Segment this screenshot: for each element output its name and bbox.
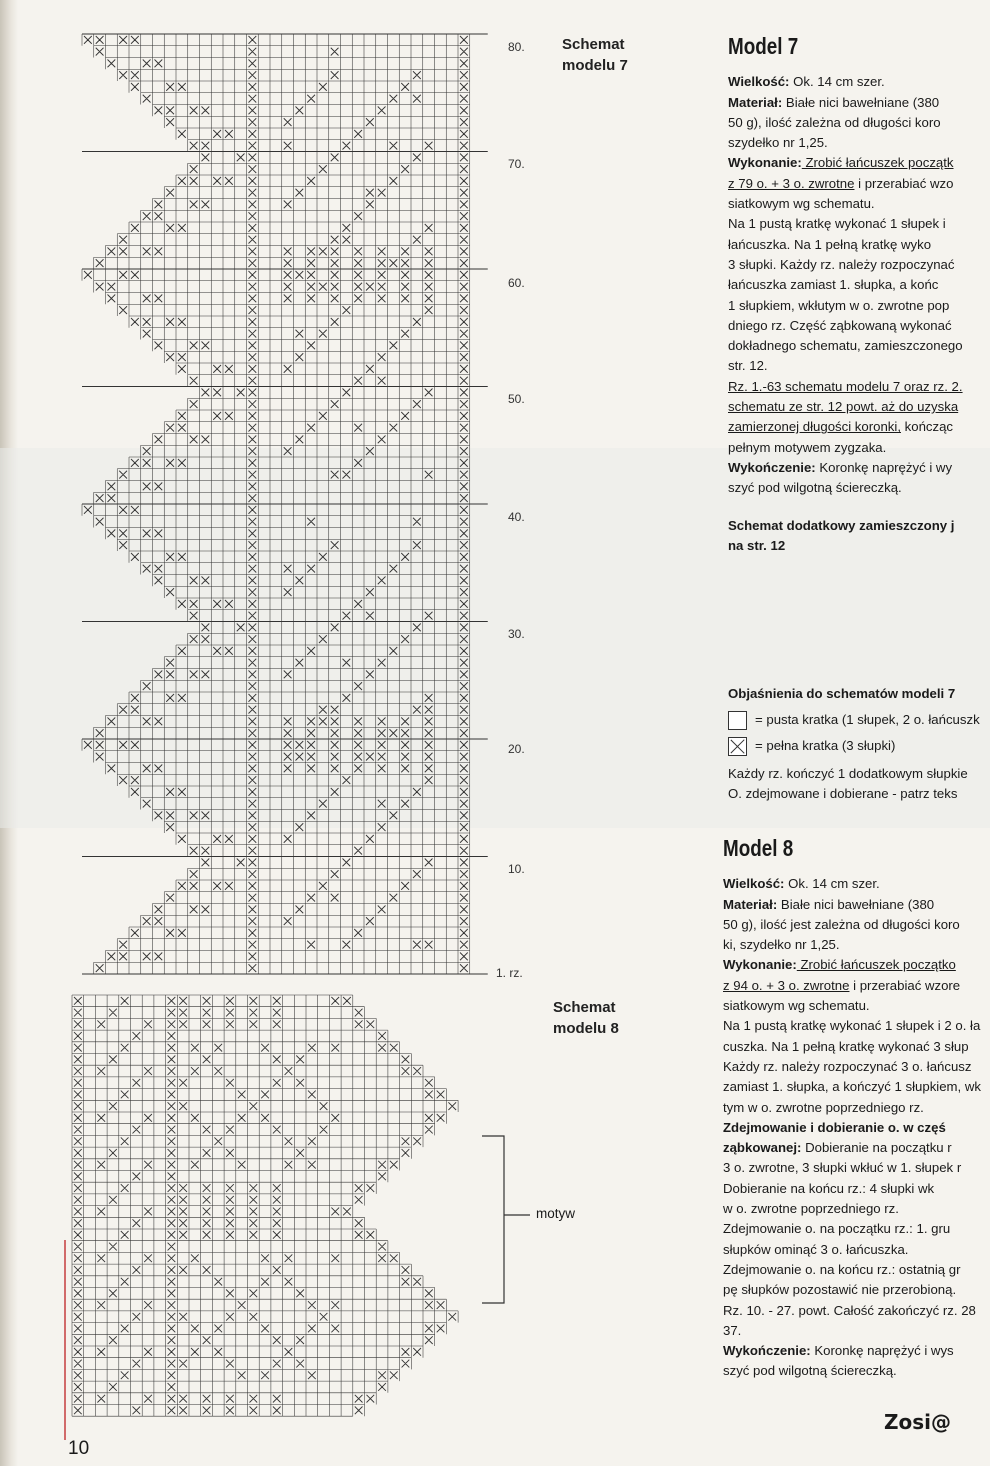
model7-line <box>728 336 990 356</box>
chart7-label <box>562 34 628 76</box>
model8-line <box>723 1321 985 1341</box>
model8-line <box>723 996 985 1016</box>
model7-line-text: kończąc <box>900 419 954 435</box>
chart8-label <box>553 997 619 1039</box>
model7-line-text: 1 słupkiem, wkłutym w o. zwrotne pop <box>728 297 950 313</box>
model7-line <box>728 397 990 417</box>
model7-line <box>728 438 990 458</box>
model8-line-text: Zdejmowanie o. na końcu rz.: ostatnią gr <box>723 1261 961 1277</box>
model7-line-text: 3 słupki. Każdy rz. należy rozpoczynać <box>728 256 955 272</box>
model7-line-text: Ok. 14 cm szer. <box>789 74 885 90</box>
model7-line <box>728 417 990 437</box>
model-7-section <box>728 33 990 556</box>
chart8-label-line2: modelu 8 <box>553 1020 619 1037</box>
model7-line-text: Na 1 pustą kratkę wykonać 1 słupek i <box>728 216 946 232</box>
model8-line-underlined: Zrobić łańcuszek początko <box>796 957 956 973</box>
model8-line-text: zamiast 1. słupka, a kończyć 1 słupkiem, wk <box>723 1079 981 1095</box>
crossed-square-icon <box>728 737 747 756</box>
model8-line <box>723 1158 985 1178</box>
model8-line <box>723 1118 985 1138</box>
legend-full-text: = pełna kratka (3 słupki) <box>755 737 896 753</box>
chart7-row-label: 1. rz. <box>496 966 523 980</box>
model8-line-text: 37. <box>723 1322 742 1338</box>
chart7-row-label: 40. <box>508 510 525 524</box>
model7-line-bold: Wielkość: <box>728 74 790 90</box>
model7-line <box>728 316 990 336</box>
chart8-label-line1: Schemat <box>553 999 616 1016</box>
model8-line-text: Na 1 pustą kratkę wykonać 1 słupek i 2 o. ła <box>723 1018 981 1034</box>
model8-line-text: cuszka. Na 1 pełną kratkę wykonać 3 słup <box>723 1038 969 1054</box>
motif-label: motyw <box>536 1206 576 1221</box>
model7-line <box>728 356 990 376</box>
model8-line <box>723 1037 985 1057</box>
model8-line-text: Zdejmowanie o. na początku rz.: 1. gru <box>723 1221 951 1237</box>
model7-line-underlined: z 79 o. + 3 o. zwrotne <box>728 175 855 191</box>
model8-line-text: pę słupków pozostawić nie przerobioną. <box>723 1282 957 1298</box>
model7-line <box>728 478 990 498</box>
chart8-grid <box>70 993 550 1433</box>
model7-line-text: siatkowym wg schematu. <box>728 196 875 212</box>
model8-line <box>723 976 985 996</box>
model8-line <box>723 1260 985 1280</box>
model8-line <box>723 1240 985 1260</box>
model8-line <box>723 1016 985 1036</box>
chart7-row-label: 80. <box>508 40 525 54</box>
model7-line-text: 50 g), ilość zależna od długości koro <box>728 114 941 130</box>
model7-line-underlined: Zrobić łańcuszek początk <box>801 155 954 171</box>
model7-line <box>728 153 990 173</box>
model7-line <box>728 72 990 92</box>
page-number: 10 <box>68 1438 90 1459</box>
model8-line-text: Dobieranie na końcu rz.: 4 słupki wk <box>723 1180 935 1196</box>
model8-line-text: siatkowym wg schematu. <box>723 998 870 1014</box>
model7-line-text: str. 12. <box>728 358 768 374</box>
model7-line <box>728 255 990 275</box>
model8-line-text: Białe nici bawełniane (380 <box>777 896 935 912</box>
model7-line-text: Białe nici bawełniane (380 <box>782 94 940 110</box>
model7-line <box>728 174 990 194</box>
model-8-title: Model 8 <box>723 835 794 861</box>
model8-line <box>723 915 985 935</box>
chart7-label-line2: modelu 7 <box>562 57 628 74</box>
model8-line <box>723 1098 985 1118</box>
model8-line-bold: Wykończenie: <box>723 1343 811 1359</box>
legend-empty-row <box>728 710 990 730</box>
legend-note1: Każdy rz. kończyć 1 dodatkowym słupkie <box>728 765 968 781</box>
model8-line <box>723 1219 985 1239</box>
model7-line-text: dokładnego schematu, zamieszczonego <box>728 338 963 354</box>
model8-line-underlined: z 94 o. + 3 o. zwrotne <box>723 977 850 993</box>
model7-line <box>728 214 990 234</box>
model7-line-underlined: zamierzonej długości koronki, <box>728 419 901 435</box>
model8-line-bold: Zdejmowanie i dobieranie o. w częś <box>723 1119 946 1135</box>
model7-line-bold: Wykonanie: <box>728 155 802 171</box>
empty-square-icon <box>728 711 747 730</box>
watermark-signature: Zosi@ <box>884 1410 952 1434</box>
model8-line-text: ki, szydełko nr 1,25. <box>723 937 840 953</box>
model7-line <box>728 235 990 255</box>
extra-schema-note-line2: na str. 12 <box>728 537 786 553</box>
model8-line <box>723 1077 985 1097</box>
legend-full-row <box>728 736 990 756</box>
model7-line-bold: Materiał: <box>728 94 783 110</box>
model8-line-text: szyć pod wilgotną ściereczką. <box>723 1363 897 1379</box>
crochet-chart-model-7 <box>80 32 500 982</box>
model8-line <box>723 1341 985 1361</box>
model8-line-text: Dobieranie na początku r <box>801 1140 952 1156</box>
model7-line <box>728 93 990 113</box>
model8-line <box>723 1179 985 1199</box>
model7-line-bold: Wykończenie: <box>728 459 816 475</box>
legend-note2: O. zdejmowane i dobierane - patrz teks <box>728 786 958 802</box>
model-8-section <box>723 835 985 1382</box>
model8-line-text: 3 o. zwrotne, 3 słupki wkłuć w 1. słupek r <box>723 1160 962 1176</box>
crochet-chart-model-8 <box>70 993 550 1433</box>
model7-line-text: dniego rz. Część ząbkowaną wykonać <box>728 317 952 333</box>
model8-line-bold: Materiał: <box>723 896 778 912</box>
model-7-title: Model 7 <box>728 33 799 59</box>
model8-line <box>723 895 985 915</box>
model7-line-underlined: Rz. 1.-63 schematu modelu 7 oraz rz. 2. <box>728 378 963 394</box>
model7-line <box>728 377 990 397</box>
model8-line-bold: Wielkość: <box>723 876 785 892</box>
model8-line-bold: Wykonanie: <box>723 957 797 973</box>
model8-line <box>723 1138 985 1158</box>
model7-line-text: pełnym motywem zygzaka. <box>728 439 887 455</box>
model8-line <box>723 1057 985 1077</box>
extra-schema-note-line1: Schemat dodatkowy zamieszczony j <box>728 517 955 533</box>
model7-line <box>728 113 990 133</box>
model7-line-text: łańcuszka. Na 1 pełną kratkę wyko <box>728 236 932 252</box>
margin-mark <box>64 1240 66 1440</box>
model7-line-underlined: schematu ze str. 12 powt. aż do uzyska <box>728 399 959 415</box>
model8-line-text: Koronkę naprężyć i wys <box>810 1343 954 1359</box>
chart7-row-label: 30. <box>508 627 525 641</box>
model8-line <box>723 874 985 894</box>
model7-line-text: Koronkę naprężyć i wy <box>815 459 953 475</box>
model8-line-bold: ząbkowanej: <box>723 1140 802 1156</box>
model-7-body <box>728 72 990 498</box>
model7-line <box>728 194 990 214</box>
model7-line-text: szydełko nr 1,25. <box>728 135 828 151</box>
model7-line <box>728 275 990 295</box>
model8-line <box>723 955 985 975</box>
model8-line-text: 50 g), ilość jest zależna od długości koro <box>723 916 960 932</box>
model8-line-text: Rz. 10. - 27. powt. Całość zakończyć rz. 28 <box>723 1302 976 1318</box>
model8-line-text: tym w o. zwrotne poprzedniego rz. <box>723 1099 924 1115</box>
model8-line <box>723 1280 985 1300</box>
chart7-label-line1: Schemat <box>562 36 625 53</box>
model7-line <box>728 133 990 153</box>
legend-section <box>728 684 990 804</box>
model8-line <box>723 935 985 955</box>
chart7-grid <box>80 32 500 982</box>
chart7-row-label: 50. <box>508 392 525 406</box>
chart7-row-label: 60. <box>508 276 525 290</box>
model7-line <box>728 458 990 478</box>
model8-line-text: Ok. 14 cm szer. <box>784 876 880 892</box>
chart7-row-label: 10. <box>508 862 525 876</box>
chart7-row-label: 70. <box>508 157 525 171</box>
model8-line <box>723 1361 985 1381</box>
model8-line <box>723 1301 985 1321</box>
model-8-body <box>723 874 985 1381</box>
model7-line <box>728 296 990 316</box>
model8-line <box>723 1199 985 1219</box>
model7-line-text: łańcuszka zamiast 1. słupka, a końc <box>728 277 939 293</box>
model7-line-text: i przerabiać wzo <box>854 175 954 191</box>
model8-line-text: Każdy rz. należy rozpoczynać 3 o. łańcusz <box>723 1058 972 1074</box>
legend-title: Objaśnienia do schematów modeli 7 <box>728 686 956 701</box>
model8-line-text: i przerabiać wzore <box>849 977 961 993</box>
motif-bracket <box>480 1135 530 1305</box>
model8-line-text: w o. zwrotne poprzedniego rz. <box>723 1201 899 1217</box>
chart7-row-label: 20. <box>508 742 525 756</box>
model8-line-text: słupków ominąć 3 o. łańcuszka. <box>723 1241 909 1257</box>
model7-line-text: szyć pod wilgotną ściereczką. <box>728 480 902 496</box>
legend-empty-text: = pusta kratka (1 słupek, 2 o. łańcuszk <box>755 712 980 728</box>
